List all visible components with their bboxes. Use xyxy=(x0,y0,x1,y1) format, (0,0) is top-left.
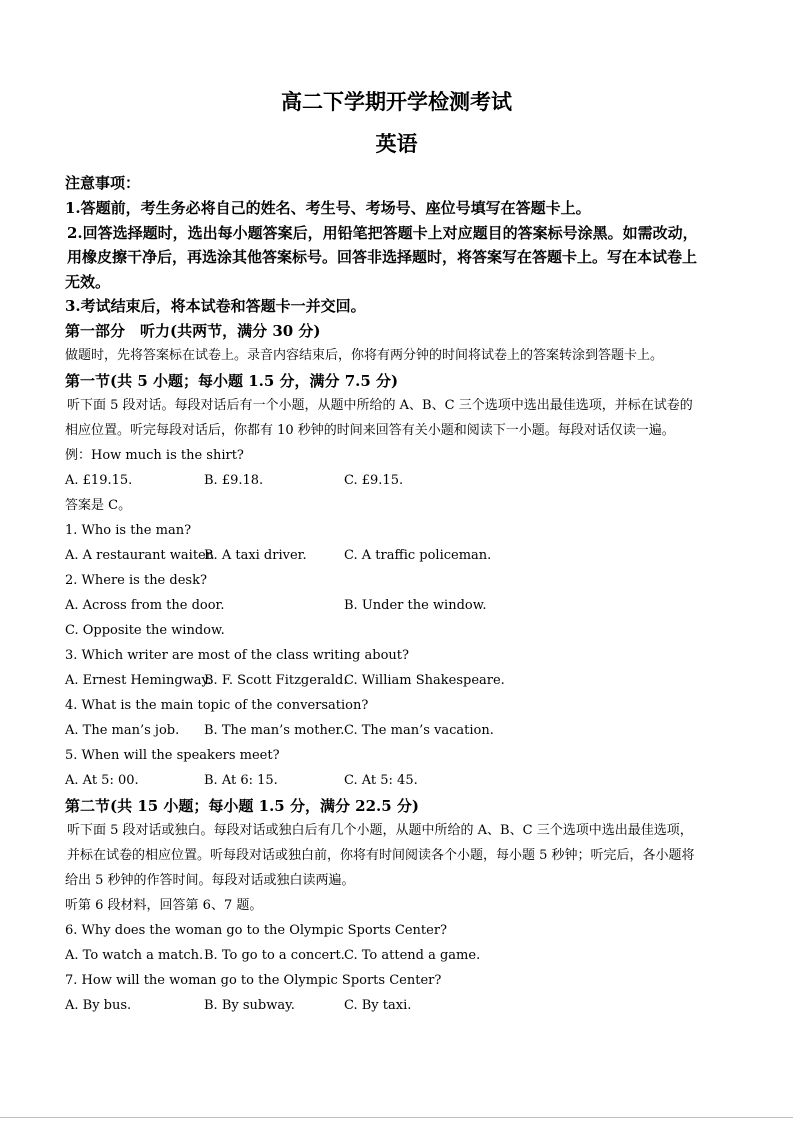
notice-item-2-line-2: 用橡皮擦干净后，再选涂其他答案标号。回答非选择题时，将答案写在答题卡上。写在本试卷上 xyxy=(67,248,698,266)
material-note: 听第 6 段材料，回答第 6、7 题。 xyxy=(65,898,263,913)
q1-option-b: B. A taxi driver. xyxy=(204,548,307,563)
q2-option-a: A. Across from the door. xyxy=(65,598,225,613)
notice-item-1: 1.答题前，考生务必将自己的姓名、考生号、考场号、座位号填写在答题卡上。 xyxy=(65,199,591,217)
notice-item-2-line-3: 无效。 xyxy=(65,273,111,291)
question-6: 6. Why does the woman go to the Olympic Sports Center? xyxy=(65,923,448,938)
q6-option-a: A. To watch a match. xyxy=(65,948,204,963)
notice-item-3: 3.考试结束后，将本试卷和答题卡一并交回。 xyxy=(65,297,366,315)
q3-option-b: B. F. Scott Fitzgerald. xyxy=(204,673,348,688)
q4-option-b: B. The man’s mother. xyxy=(204,723,345,738)
q6-option-b: B. To go to a concert. xyxy=(204,948,345,963)
section2-instruction-line-2: 并标在试卷的相应位置。听每段对话或独白前，你将有时间阅读各个小题，每小题 5 秒钟；听完后，各小题将 xyxy=(67,848,695,863)
q1-option-c: C. A traffic policeman. xyxy=(344,548,492,563)
q1-option-a: A. A restaurant waiter. xyxy=(65,548,215,563)
notice-item-2-line-1: 2.回答选择题时，选出每小题答案后，用铅笔把答题卡上对应题目的答案标号涂黑。如需改动， xyxy=(67,224,698,242)
exam-title: 高二下学期开学检测考试 xyxy=(281,89,512,114)
q7-option-c: C. By taxi. xyxy=(344,998,412,1013)
question-3: 3. Which writer are most of the class writing about? xyxy=(65,648,409,663)
q2-option-b: B. Under the window. xyxy=(344,598,487,613)
question-7: 7. How will the woman go to the Olympic Sports Center? xyxy=(65,973,442,988)
example-option-b: B. £9.18. xyxy=(204,473,264,488)
question-4: 4. What is the main topic of the conversation? xyxy=(65,698,369,713)
section1-heading: 第一节(共 5 小题；每小题 1.5 分，满分 7.5 分) xyxy=(65,372,399,390)
q2-option-c: C. Opposite the window. xyxy=(65,623,225,638)
q5-option-b: B. At 6: 15. xyxy=(204,773,278,788)
q3-option-c: C. William Shakespeare. xyxy=(344,673,505,688)
section1-instruction-line-2: 相应位置。听完每段对话后，你都有 10 秒钟的时间来回答有关小题和阅读下一小题。每段对话仅读一遍。 xyxy=(65,423,675,438)
notice-heading: 注意事项： xyxy=(65,174,141,192)
example-option-a: A. £19.15. xyxy=(65,473,133,488)
question-2: 2. Where is the desk? xyxy=(65,573,207,588)
subject-title: 英语 xyxy=(375,131,418,156)
question-1: 1. Who is the man? xyxy=(65,523,192,538)
q6-option-c: C. To attend a game. xyxy=(344,948,481,963)
section2-instruction-line-1: 听下面 5 段对话或独白。每段对话或独白后有几个小题，从题中所给的 A、B、C 三个选项中选出最佳选项， xyxy=(67,823,693,838)
section2-instruction-line-3: 给出 5 秒钟的作答时间。每段对话或独白读两遍。 xyxy=(65,873,355,888)
q7-option-a: A. By bus. xyxy=(65,998,132,1013)
example-answer: 答案是 C。 xyxy=(65,498,132,513)
q4-option-c: C. The man’s vacation. xyxy=(344,723,494,738)
q5-option-a: A. At 5: 00. xyxy=(65,773,139,788)
example-option-c: C. £9.15. xyxy=(344,473,404,488)
section2-heading: 第二节(共 15 小题；每小题 1.5 分，满分 22.5 分) xyxy=(65,797,420,815)
example-question: 例：How much is the shirt? xyxy=(65,448,244,463)
q4-option-a: A. The man’s job. xyxy=(65,723,180,738)
part1-heading: 第一部分 听力(共两节，满分 30 分) xyxy=(65,322,321,340)
question-5: 5. When will the speakers meet? xyxy=(65,748,280,763)
q7-option-b: B. By subway. xyxy=(204,998,295,1013)
part1-instruction: 做题时，先将答案标在试卷上。录音内容结束后，你将有两分钟的时间将试卷上的答案转涂到答题卡上。 xyxy=(65,348,664,363)
page-bottom-divider xyxy=(0,1117,793,1118)
q5-option-c: C. At 5: 45. xyxy=(344,773,418,788)
section1-instruction-line-1: 听下面 5 段对话。每段对话后有一个小题，从题中所给的 A、B、C 三个选项中选出最佳选项，并标在试卷的 xyxy=(67,398,693,413)
q3-option-a: A. Ernest Hemingway. xyxy=(65,673,212,688)
